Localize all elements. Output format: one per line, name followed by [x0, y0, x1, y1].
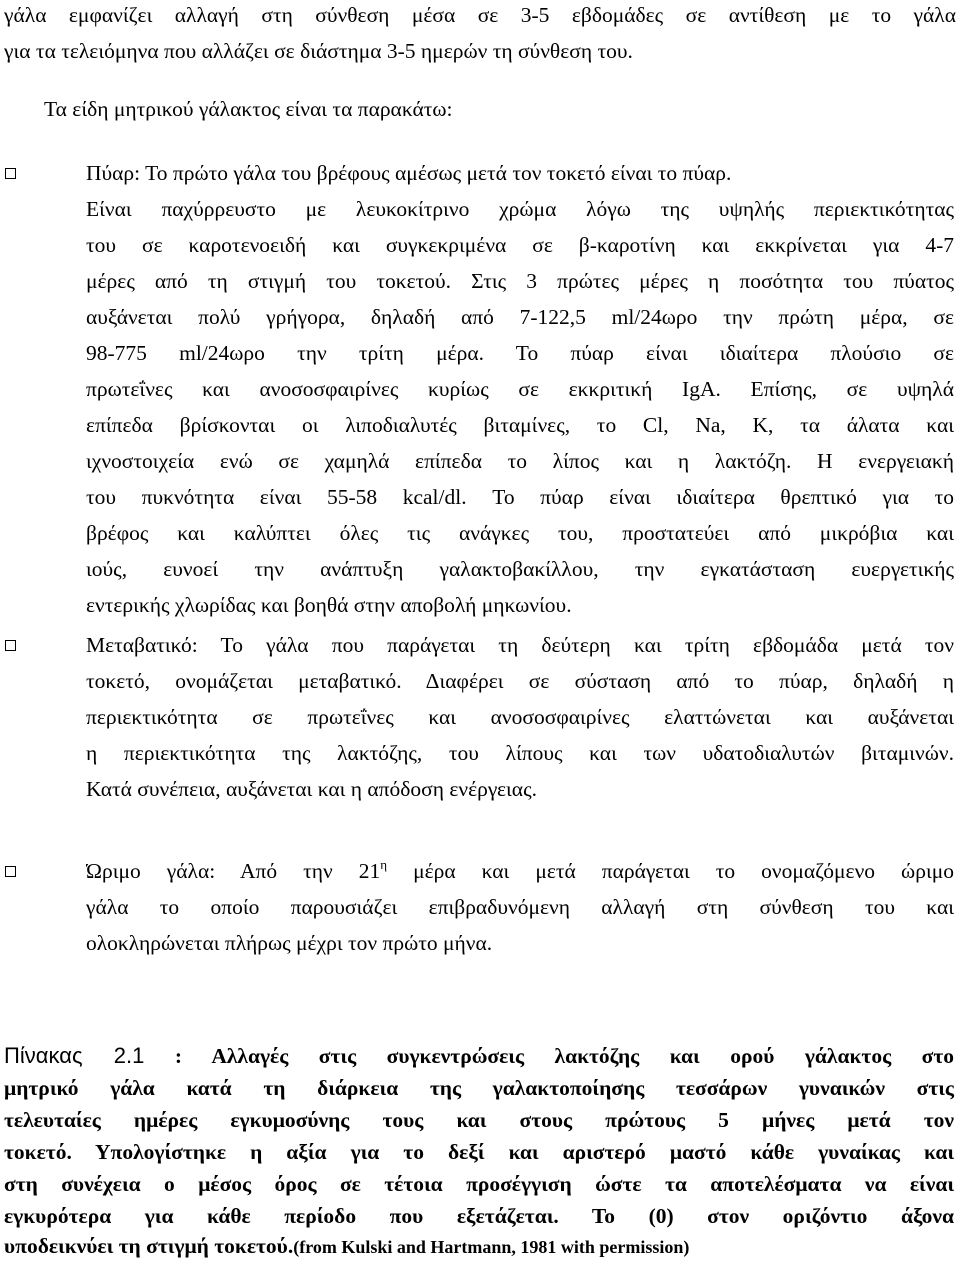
colostrum-line: πρωτεΐνες και ανοσοσφαιρίνες κυρίως σε εκκριτική IgA. Επίσης, σε υψηλά — [86, 377, 954, 401]
checkbox-bullet-icon — [5, 168, 16, 179]
mature-line-1-post: μέρα και μετά παράγεται το ονομαζόμενο ώριμο — [387, 859, 954, 883]
intro-line-2: για τα τελειόμηνα που αλλάζει σε διάστημα 3-5 ημερών τη σύνθεση του. — [4, 39, 633, 63]
checkbox-bullet-icon — [5, 640, 16, 651]
checkbox-bullet-icon — [5, 866, 16, 877]
colostrum-line: επίπεδα βρίσκονται οι λιποδιαλυτές βιταμίνες, το Cl, Na, K, τα άλατα και — [86, 413, 954, 437]
transitional-line: τοκετό, ονομάζεται μεταβατικό. Διαφέρει σε σύσταση από το πύαρ, δηλαδή η — [86, 669, 954, 693]
mature-line: γάλα το οποίο παρουσιάζει επιβραδυνόμενη αλλαγή στη σύνθεση του και — [86, 895, 954, 919]
transitional-line: Κατά συνέπεια, αυξάνεται και η απόδοση ενέργειας. — [86, 777, 537, 801]
caption-line: εγκυρότερα για κάθε περίοδο που εξετάζεται. Το (0) στον οριζόντιο άξονα — [4, 1204, 954, 1228]
types-heading: Τα είδη μητρικού γάλακτος είναι τα παρακάτω: — [44, 97, 453, 121]
mature-line-1 — [86, 853, 954, 889]
colostrum-line: βρέφος και καλύπτει όλες τις ανάγκες του, προστατεύει από μικρόβια και — [86, 521, 954, 545]
transitional-line: Μεταβατικό: Το γάλα που παράγεται τη δεύτερη και τρίτη εβδομάδα μετά τον — [86, 633, 954, 657]
colostrum-line: μέρες από τη στιγμή του τοκετού. Στις 3 πρώτες μέρες η ποσότητα του πύατος — [86, 269, 954, 293]
ordinal-superscript: η — [380, 857, 388, 872]
caption-citation: (from Kulski and Hartmann, 1981 with permission) — [293, 1237, 690, 1257]
caption-last-main: υποδεικνύει τη στιγμή τοκετού. — [4, 1234, 294, 1258]
caption-last-line — [4, 1228, 954, 1265]
caption-line: τοκετό. Υπολογίστηκε η αξία για το δεξί και αριστερό μαστό κάθε γυναίκας και — [4, 1140, 954, 1164]
caption-line: μητρικό γάλα κατά τη διάρκεια της γαλακτοποίησης τεσσάρων γυναικών στις — [4, 1076, 954, 1100]
colostrum-line: ιχνοστοιχεία ενώ σε χαμηλά επίπεδα το λίπος και η λακτόζη. Η ενεργειακή — [86, 449, 954, 473]
mature-line: ολοκληρώνεται πλήρως μέχρι τον πρώτο μήνα. — [86, 931, 493, 955]
colostrum-line: αυξάνεται πολύ γρήγορα, δηλαδή από 7-122,5 ml/24ωρο την πρώτη μέρα, σε — [86, 305, 954, 329]
colostrum-line: Πύαρ: Το πρώτο γάλα του βρέφους αμέσως μετά τον τοκετό είναι το πύαρ. — [86, 161, 732, 185]
colostrum-line: 98-775 ml/24ωρο την τρίτη μέρα. Το πύαρ είναι ιδιαίτερα πλούσιο σε — [86, 341, 954, 365]
colostrum-line: Είναι παχύρρευστο με λευκοκίτρινο χρώμα λόγω της υψηλής περιεκτικότητας — [86, 197, 954, 221]
colostrum-line: του σε καροτενοειδή και συγκεκριμένα σε β-καροτίνη και εκκρίνεται για 4-7 — [86, 233, 954, 257]
mature-line-1-pre: Ώριμο γάλα: Από την 21 — [86, 859, 381, 883]
intro-line-1: γάλα εμφανίζει αλλαγή στη σύνθεση μέσα σε 3-5 εβδομάδες σε αντίθεση με το γάλα — [4, 3, 956, 27]
caption-line-1 — [4, 1038, 954, 1074]
caption-line: στη συνέχεια ο μέσος όρος σε τέτοια προσέγγιση ώστε τα αποτελέσματα να είναι — [4, 1172, 954, 1196]
caption-line-1-rest: : Αλλαγές στις συγκεντρώσεις λακτόζης και ορού γάλακτος στο — [144, 1044, 954, 1068]
transitional-line: η περιεκτικότητα της λακτόζης, του λίπους και των υδατοδιαλυτών βιταμινών. — [86, 741, 954, 765]
colostrum-line: εντερικής χλωρίδας και βοηθά στην αποβολή μηκωνίου. — [86, 593, 572, 617]
colostrum-line: ιούς, ευνοεί την ανάπτυξη γαλακτοβακίλλου, την εγκατάσταση ευεργετικής — [86, 557, 954, 581]
table-label: Πίνακας 2.1 — [4, 1043, 145, 1068]
transitional-line: περιεκτικότητα σε πρωτεΐνες και ανοσοσφαιρίνες ελαττώνεται και αυξάνεται — [86, 705, 954, 729]
colostrum-line: του πυκνότητα είναι 55-58 kcal/dl. Το πύαρ είναι ιδιαίτερα θρεπτικό για το — [86, 485, 954, 509]
caption-line: τελευταίες ημέρες εγκυμοσύνης τους και στους πρώτους 5 μήνες μετά τον — [4, 1108, 954, 1132]
